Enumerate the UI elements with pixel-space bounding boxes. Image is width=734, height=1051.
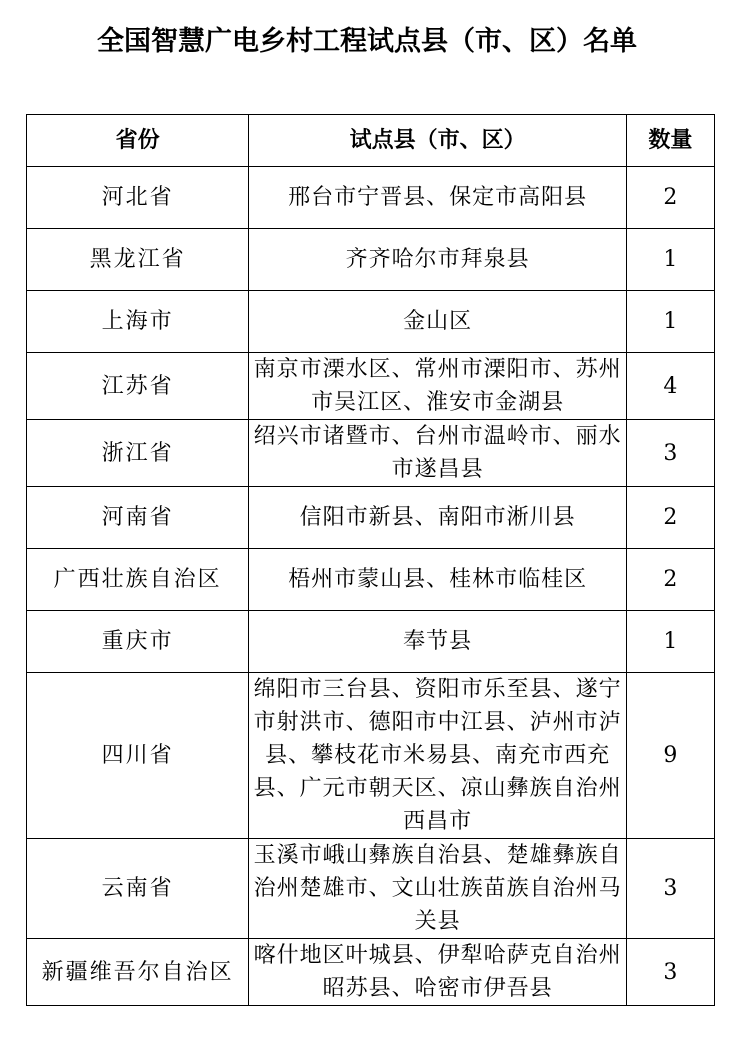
header-count: 数量 xyxy=(626,115,714,167)
cell-counties: 绍兴市诸暨市、台州市温岭市、丽水市遂昌县 xyxy=(249,420,627,487)
cell-counties: 玉溪市峨山彝族自治县、楚雄彝族自治州楚雄市、文山壮族苗族自治州马关县 xyxy=(249,839,627,939)
table-row xyxy=(27,229,715,291)
cell-province: 广西壮族自治区 xyxy=(27,549,249,611)
cell-counties: 南京市溧水区、常州市溧阳市、苏州市吴江区、淮安市金湖县 xyxy=(249,353,627,420)
table-row xyxy=(27,839,715,939)
cell-province: 江苏省 xyxy=(27,353,249,420)
cell-counties: 梧州市蒙山县、桂林市临桂区 xyxy=(249,549,627,611)
cell-counties: 绵阳市三台县、资阳市乐至县、遂宁市射洪市、德阳市中江县、泸州市泸县、攀枝花市米易县、南充市西充县、广元市朝天区、凉山彝族自治州西昌市 xyxy=(249,673,627,839)
cell-province: 云南省 xyxy=(27,839,249,939)
cell-count: 3 xyxy=(626,839,714,939)
table-row xyxy=(27,611,715,673)
cell-counties: 邢台市宁晋县、保定市高阳县 xyxy=(249,167,627,229)
cell-counties: 喀什地区叶城县、伊犁哈萨克自治州昭苏县、哈密市伊吾县 xyxy=(249,939,627,1006)
cell-count: 9 xyxy=(626,673,714,839)
table-header-row xyxy=(27,115,715,167)
table-row xyxy=(27,939,715,1006)
cell-count: 2 xyxy=(626,487,714,549)
cell-count: 4 xyxy=(626,353,714,420)
cell-count: 1 xyxy=(626,611,714,673)
cell-count: 1 xyxy=(626,229,714,291)
table-row xyxy=(27,291,715,353)
cell-count: 3 xyxy=(626,420,714,487)
cell-province: 黑龙江省 xyxy=(27,229,249,291)
cell-count: 3 xyxy=(626,939,714,1006)
table-row xyxy=(27,673,715,839)
header-counties: 试点县（市、区） xyxy=(249,115,627,167)
table-row xyxy=(27,420,715,487)
cell-counties: 奉节县 xyxy=(249,611,627,673)
cell-count: 2 xyxy=(626,167,714,229)
document-title: 全国智慧广电乡村工程试点县（市、区）名单 xyxy=(97,26,637,57)
cell-counties: 信阳市新县、南阳市淅川县 xyxy=(249,487,627,549)
table-row xyxy=(27,353,715,420)
cell-province: 重庆市 xyxy=(27,611,249,673)
table-row xyxy=(27,167,715,229)
cell-count: 1 xyxy=(626,291,714,353)
cell-province: 河南省 xyxy=(27,487,249,549)
cell-province: 河北省 xyxy=(27,167,249,229)
cell-province: 浙江省 xyxy=(27,420,249,487)
cell-counties: 金山区 xyxy=(249,291,627,353)
cell-province: 上海市 xyxy=(27,291,249,353)
table-row xyxy=(27,549,715,611)
cell-count: 2 xyxy=(626,549,714,611)
cell-province: 新疆维吾尔自治区 xyxy=(27,939,249,1006)
table-row xyxy=(27,487,715,549)
cell-province: 四川省 xyxy=(27,673,249,839)
pilot-county-table xyxy=(26,114,715,1006)
cell-counties: 齐齐哈尔市拜泉县 xyxy=(249,229,627,291)
header-province: 省份 xyxy=(27,115,249,167)
